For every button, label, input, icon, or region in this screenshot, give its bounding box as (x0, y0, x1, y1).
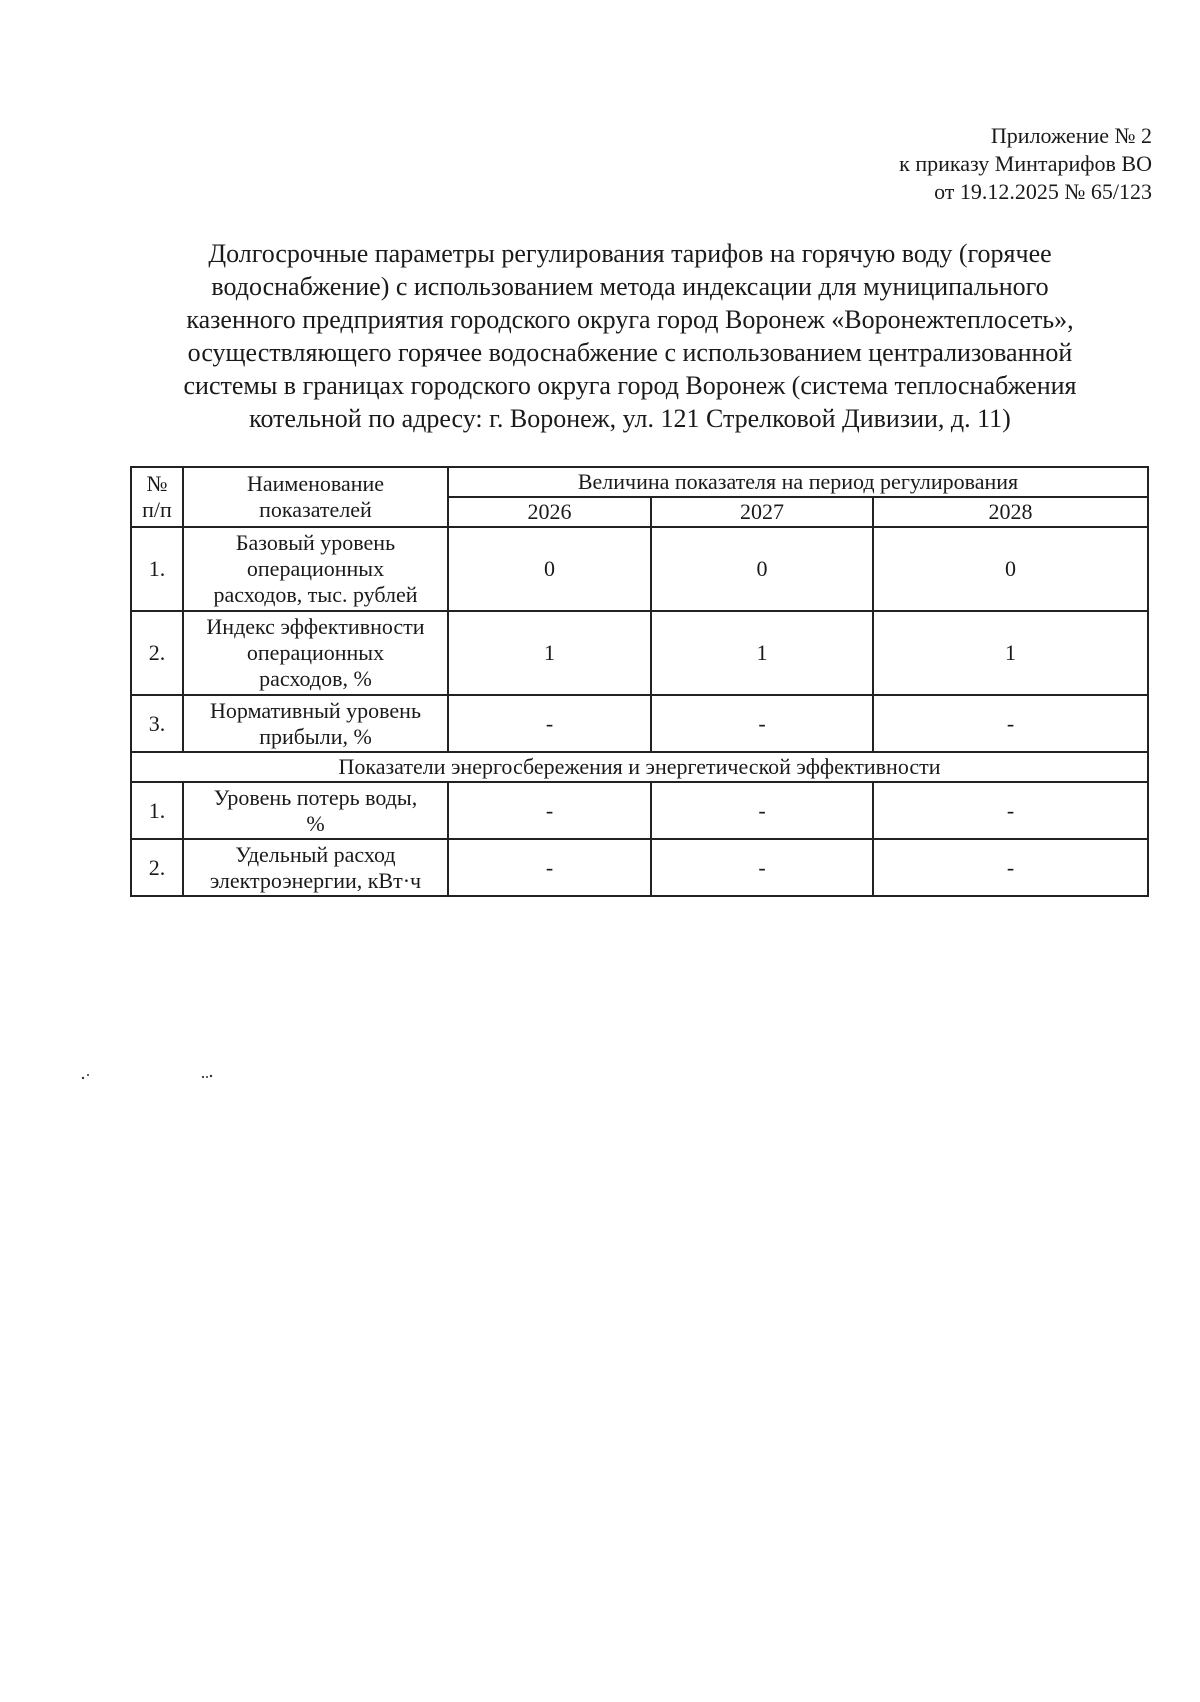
parameters-table (130, 466, 1149, 897)
row-name (183, 782, 448, 839)
row-value: 0 (651, 527, 873, 611)
document-title (130, 237, 1130, 435)
section-header-row (131, 752, 1148, 782)
row-name-line: расходов, тыс. рублей (213, 582, 418, 607)
row-value: - (448, 839, 651, 896)
table-row (131, 527, 1148, 611)
header-year: 2027 (651, 497, 873, 527)
row-name (183, 695, 448, 752)
row-value: - (448, 782, 651, 839)
row-name-line: прибыли, % (259, 723, 372, 749)
row-name-line: операционных (246, 556, 385, 581)
scan-speck (80, 1070, 92, 1084)
row-name-line: операционных (246, 640, 385, 665)
header-period: Величина показателя на период регулирования (448, 467, 1148, 497)
table-row (131, 839, 1148, 896)
table-row (131, 782, 1148, 839)
row-number: 3. (131, 695, 183, 752)
table-row (131, 695, 1148, 752)
scan-speck-icon (200, 1073, 214, 1081)
table-header-row (131, 467, 1148, 497)
row-value: - (873, 695, 1148, 752)
title-line: водоснабжение) с использованием метода индексации для муниципального (211, 272, 1049, 301)
row-value: 0 (873, 527, 1148, 611)
header-year: 2028 (873, 497, 1148, 527)
row-name (183, 527, 448, 611)
header-name-line-1: Наименование (246, 471, 385, 496)
row-value: - (651, 839, 873, 896)
title-line: осуществляющего горячее водоснабжение с использованием централизованной (187, 338, 1073, 367)
title-line: Долгосрочные параметры регулирования тарифов на горячую воду (горячее (208, 239, 1052, 268)
row-value: - (651, 782, 873, 839)
section-title: Показатели энергосбережения и энергетической эффективности (131, 752, 1148, 782)
table-row (131, 611, 1148, 695)
attachment-line-1: Приложение № 2 (990, 123, 1152, 148)
header-number-line-2: п/п (142, 497, 172, 522)
row-name-line: % (306, 810, 325, 836)
header-number (131, 467, 183, 527)
row-name-line: Нормативный уровень (210, 697, 421, 723)
scan-speck (200, 1070, 214, 1084)
title-line: системы в границах городского округа город Воронеж (система теплоснабжения (183, 371, 1077, 400)
title-line: котельной по адресу: г. Воронеж, ул. 121 Стрелковой Дивизии, д. 11) (249, 404, 1011, 433)
row-number: 2. (131, 839, 183, 896)
row-name (183, 611, 448, 695)
header-name-line-2: показателей (259, 497, 372, 522)
scan-speck-icon (80, 1073, 92, 1081)
row-value: - (873, 839, 1148, 896)
row-value: - (873, 782, 1148, 839)
attachment-line-3: от 19.12.2025 № 65/123 (934, 179, 1152, 204)
row-value: 0 (448, 527, 651, 611)
row-name-line: Индекс эффективности (206, 614, 425, 639)
row-name-line: Базовый уровень (235, 530, 396, 555)
row-value: 1 (651, 611, 873, 695)
row-number: 2. (131, 611, 183, 695)
row-value: 1 (448, 611, 651, 695)
row-name-line: Удельный расход (235, 841, 396, 867)
header-year: 2026 (448, 497, 651, 527)
row-value: - (651, 695, 873, 752)
row-number: 1. (131, 527, 183, 611)
row-value: - (448, 695, 651, 752)
header-number-line-1: № (146, 471, 168, 496)
row-number: 1. (131, 782, 183, 839)
row-name-line: Уровень потерь воды, (213, 784, 418, 810)
row-value: 1 (873, 611, 1148, 695)
title-line: казенного предприятия городского округа город Воронеж «Воронежтеплосеть», (186, 305, 1074, 334)
row-name-line: расходов, % (259, 666, 372, 691)
row-name-line: электроэнергии, кВт·ч (209, 867, 422, 893)
attachment-note (899, 122, 1152, 206)
header-name (183, 467, 448, 527)
attachment-line-2: к приказу Минтарифов ВО (899, 151, 1152, 176)
row-name (183, 839, 448, 896)
